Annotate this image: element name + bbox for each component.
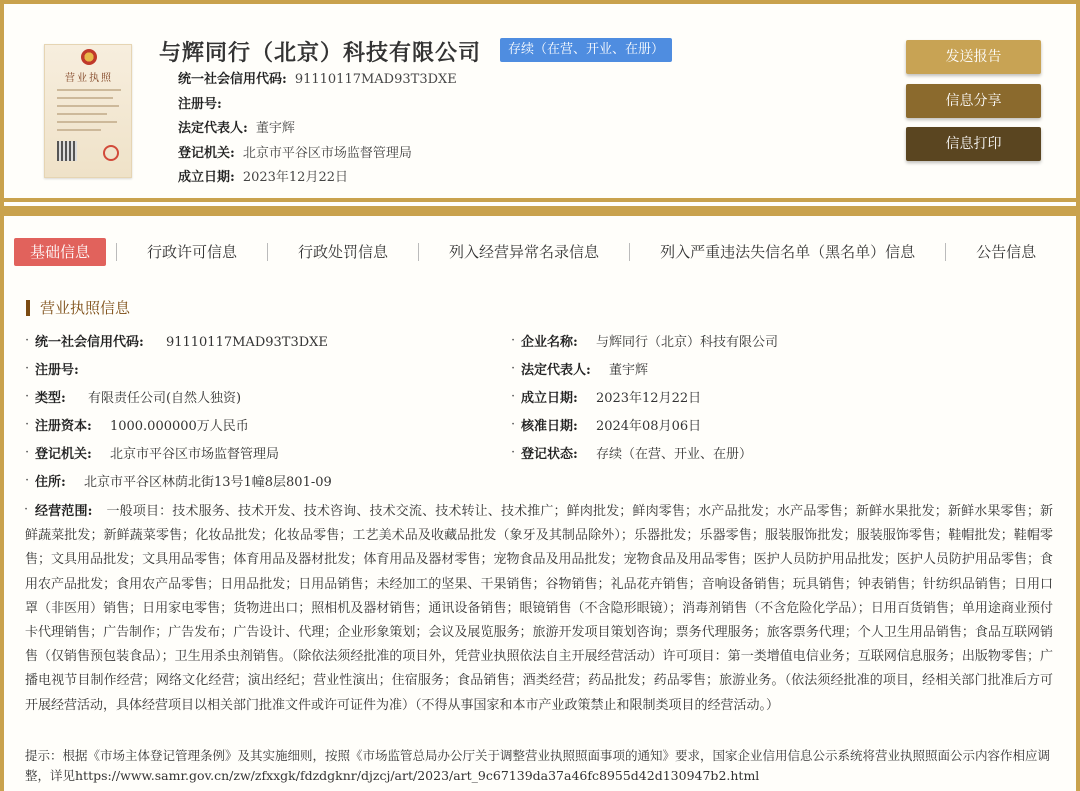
field-label: 住所: bbox=[35, 475, 66, 490]
header-info-label: 注册号: bbox=[178, 96, 222, 112]
field-value: 董宇辉 bbox=[608, 363, 648, 378]
header-info-row bbox=[178, 142, 457, 167]
tab-blacklist[interactable]: 列入严重违法失信名单（黑名单）信息 bbox=[660, 243, 916, 261]
license-text-line bbox=[57, 89, 121, 91]
header-info-row bbox=[178, 93, 457, 118]
header-info-row bbox=[178, 166, 457, 191]
card-divider bbox=[0, 206, 1080, 216]
header-info-row bbox=[178, 117, 457, 142]
field-label: 企业名称: bbox=[521, 335, 578, 350]
send-report-button[interactable]: 发送报告 bbox=[906, 40, 1041, 74]
field-established-date bbox=[521, 389, 701, 409]
header-info-row bbox=[178, 68, 457, 93]
status-badge: 存续（在营、开业、在册） bbox=[500, 38, 672, 62]
field-value: 1000.000000万人民币 bbox=[109, 419, 249, 434]
official-seal-icon bbox=[103, 145, 119, 161]
company-name: 与辉同行（北京）科技有限公司 bbox=[159, 40, 482, 66]
header-info-label: 成立日期: bbox=[178, 170, 235, 185]
field-reg-capital bbox=[35, 417, 249, 437]
field-legal-rep bbox=[521, 361, 648, 381]
field-approval-date bbox=[521, 417, 701, 437]
field-value: 2023年12月22日 bbox=[595, 391, 702, 406]
license-text-line bbox=[57, 113, 107, 115]
tab-admin-license[interactable]: 行政许可信息 bbox=[147, 243, 238, 261]
license-text-line bbox=[57, 129, 101, 131]
license-thumb-title: 营业执照 bbox=[65, 73, 113, 84]
header-info-value: 董宇辉 bbox=[255, 121, 295, 136]
field-value: 北京市平谷区林荫北街13号1幢8层801-09 bbox=[83, 475, 332, 490]
license-text-line bbox=[57, 121, 117, 123]
tab-abnormal-operation[interactable]: 列入经营异常名录信息 bbox=[449, 243, 600, 261]
field-label: 注册资本: bbox=[35, 419, 92, 434]
share-info-button[interactable]: 信息分享 bbox=[906, 84, 1041, 118]
tab-separator bbox=[945, 243, 946, 261]
field-value: 与辉同行（北京）科技有限公司 bbox=[595, 335, 778, 350]
field-value: 2024年08月06日 bbox=[595, 419, 702, 434]
info-tabs bbox=[14, 236, 1066, 268]
header-info-value: 北京市平谷区市场监督管理局 bbox=[242, 145, 412, 161]
tab-separator bbox=[116, 243, 117, 261]
header-info-value: 91110117MAD93T3DXE bbox=[294, 72, 457, 87]
license-text-line bbox=[57, 97, 113, 99]
field-reg-status bbox=[521, 445, 752, 465]
field-value: 有限责任公司(自然人独资) bbox=[87, 391, 242, 406]
business-scope-text: 一般项目：技术服务、技术开发、技术咨询、技术交流、技术转让、技术推广；鲜肉批发；鲜肉零售；水产品批发；水产品零售；新鲜水果批发；新鲜水果零售；新鲜蔬菜批发；新鲜蔬菜零售；化妆品批发；化妆品零售；工艺美术品及收藏品批发（象牙及其制品除外）；乐器批发；乐器零售；服装服饰批发；服装服饰零售；鞋帽批发；鞋帽零售；文具用品批发；文具用品零售；体育用品及器材批发；体育用品及器材零售；宠物食品及用品批发；宠物食品及用品零售；医护人员防护用品批发；医护人员防护用品零售；食用农产品批发；食用农产品零售；日用品批发；日用品销售；未经加工的坚果、干果销售；谷物销售；礼品花卉销售；音响设备销售；玩具销售；钟表销售；针纺织品销售；日用口罩（非医用）销售；日用家电零售；货物进出口；照相机及器材销售；通讯设备销售；眼镜销售（不含隐形眼镜）；消毒剂销售（不含危险化学品）；日用百货销售；单用途商业预付卡代理销售；广告制作；广告发布；广告设计、代理；企业形象策划；会议及展览服务；旅游开发项目策划咨询；票务代理服务；旅客票务代理；个人卫生用品销售；食品互联网销售（仅销售预包装食品）；卫生用杀虫剂销售。（除依法须经批准的项目外，凭营业执照依法自主开展经营活动）许可项目：第一类增值电信业务；互联网信息服务；出版物零售；广播电视节目制作经营；网络文化经营；演出经纪；营业性演出；住宿服务；食品销售；酒类经营；药品批发；药品零售；旅游业务。（依法须经批准的项目，经相关部门批准后方可开展经营活动，具体经营项目以相关部门批准文件或许可证件为准）（不得从事国家和本市产业政策禁止和限制类项目的经营活动。） bbox=[25, 504, 1053, 713]
header-info-list bbox=[178, 68, 457, 191]
field-label: 核准日期: bbox=[521, 419, 578, 434]
field-value: 91110117MAD93T3DXE bbox=[165, 335, 328, 350]
tab-separator bbox=[629, 243, 630, 261]
company-header-card bbox=[4, 4, 1076, 202]
field-label: 登记机关: bbox=[35, 447, 92, 462]
header-info-label: 登记机关: bbox=[178, 145, 235, 161]
section-title: 营业执照信息 bbox=[26, 300, 130, 316]
field-value: 北京市平谷区市场监督管理局 bbox=[109, 447, 279, 462]
business-license-thumbnail[interactable] bbox=[44, 44, 132, 178]
field-label: 类型: bbox=[35, 391, 66, 406]
header-info-label: 统一社会信用代码: bbox=[178, 72, 287, 87]
qr-code-icon bbox=[57, 141, 77, 161]
notice-tip: 提示：根据《市场主体登记管理条例》及其实施细则，按照《市场监管总局办公厅关于调整营业执照照面事项的通知》要求，国家企业信用信息公示系统将营业执照照面公示内容作相应调整，详见https://www.samr.gov.cn/zw/zfxxgk/fdzdgknr/djzcj/art/2023/art_9c67139da37a46fc8955d42d130947b2.html bbox=[25, 748, 1051, 783]
license-text-line bbox=[57, 105, 119, 107]
tab-admin-penalty[interactable]: 行政处罚信息 bbox=[298, 243, 389, 261]
tab-separator bbox=[418, 243, 419, 261]
field-label: 登记状态: bbox=[521, 447, 578, 462]
field-label: 法定代表人: bbox=[521, 363, 591, 378]
field-reg-authority bbox=[35, 445, 279, 465]
business-scope bbox=[25, 500, 1053, 718]
header-info-value: 2023年12月22日 bbox=[242, 170, 348, 185]
field-label: 统一社会信用代码: bbox=[35, 335, 144, 350]
tab-separator bbox=[267, 243, 268, 261]
header-info-label: 法定代表人: bbox=[178, 121, 248, 136]
field-label: 成立日期: bbox=[521, 391, 578, 406]
field-reg-number bbox=[35, 361, 79, 381]
field-credit-code bbox=[35, 333, 328, 353]
field-value: 存续（在营、开业、在册） bbox=[595, 447, 752, 462]
tab-basic-info[interactable]: 基础信息 bbox=[14, 238, 106, 266]
detail-card bbox=[4, 216, 1076, 791]
field-company-name bbox=[521, 333, 778, 353]
field-address bbox=[35, 473, 332, 493]
field-label: 注册号: bbox=[35, 363, 79, 378]
tab-announcement[interactable]: 公告信息 bbox=[976, 243, 1037, 261]
print-info-button[interactable]: 信息打印 bbox=[906, 127, 1041, 161]
business-scope-label: 经营范围: bbox=[35, 504, 93, 519]
field-type bbox=[35, 389, 241, 409]
national-emblem-icon bbox=[81, 49, 97, 65]
